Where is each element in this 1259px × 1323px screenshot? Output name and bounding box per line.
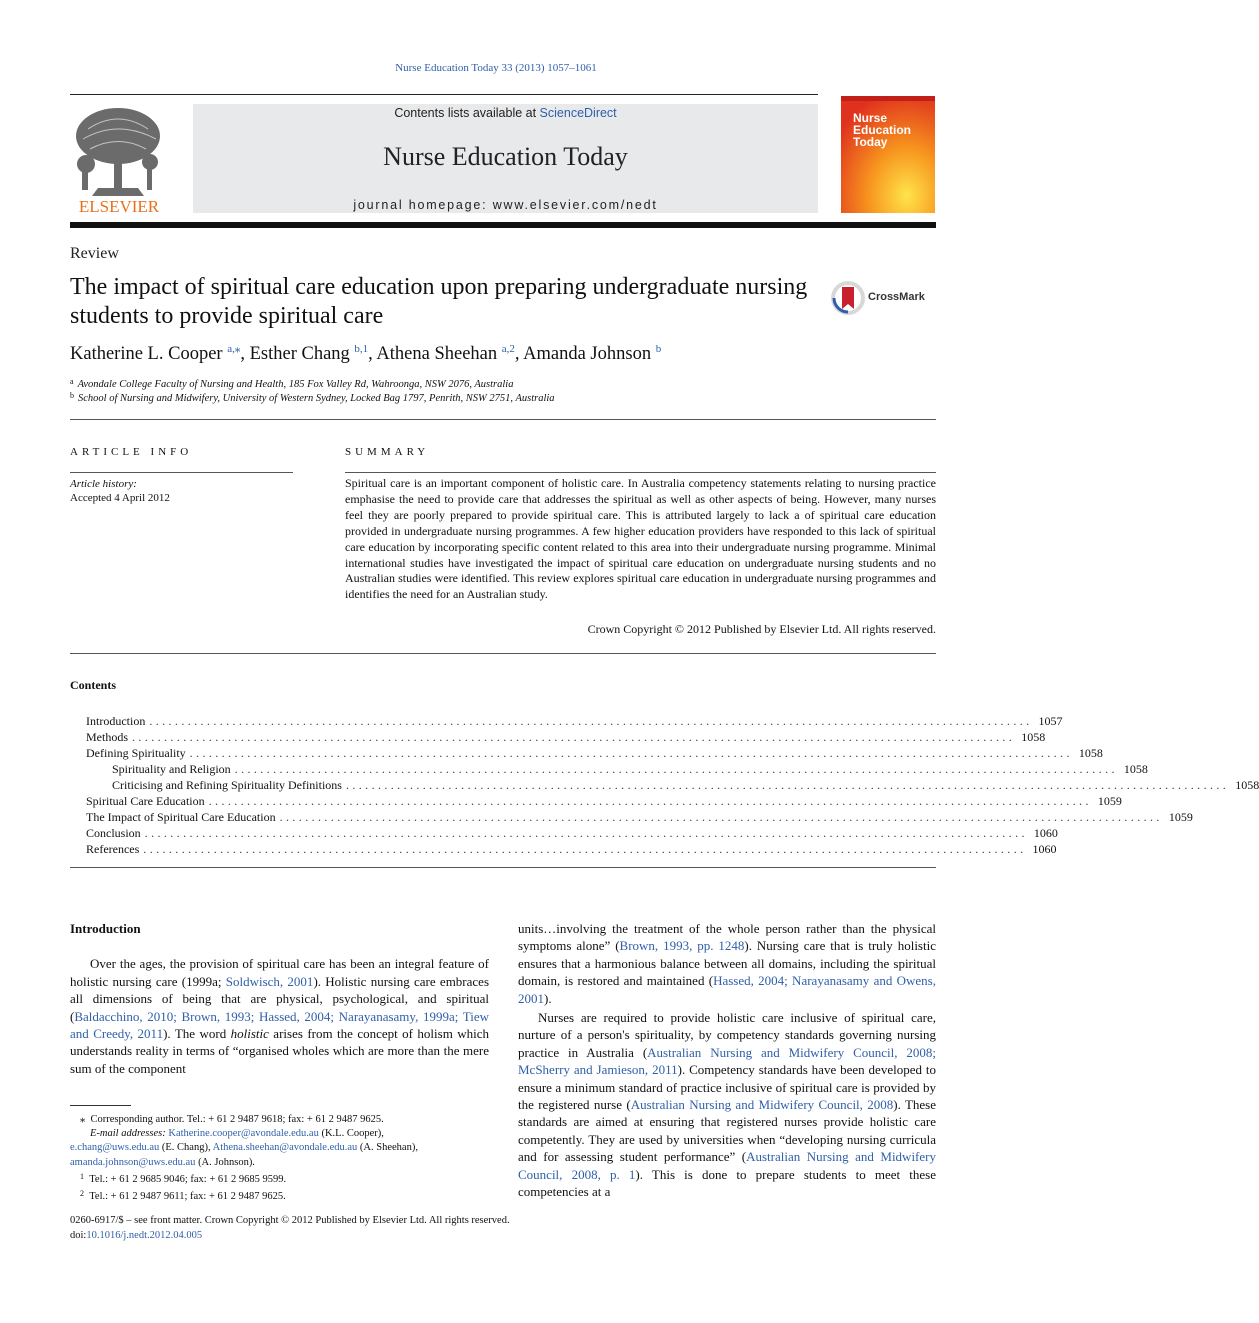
- crossmark-badge[interactable]: [830, 279, 940, 319]
- author-name[interactable]: Katherine L. Cooper: [70, 344, 223, 364]
- toc-page: 1059: [1168, 810, 1193, 824]
- toc-leader: ..........................................................................................................................................: [234, 762, 1118, 776]
- summary-text: Spiritual care is an important component of holistic care. In Australia competency statements relating to nursing practice emphasise the need to provide care that addresses the spiritual as well as other aspects of being. However, many nurses feel they are poorly prepared to provide spiritual care. This is attributed largely to lack a of spiritual care education provided in undergraduate nursing programmes. A few higher education providers have responded to this lack of spiritual care education by incorporating specific content related to this area into their undergraduate nursing programme. Minimal international studies have investigated the impact of spiritual care education on undergraduate nursing students and no Australian studies were identified. This review explores spiritual care education in undergraduate nursing programmes and identifies the need for an Australian study.: [345, 476, 936, 602]
- affiliation-a: [70, 377, 513, 390]
- front-matter-note: [70, 1214, 510, 1243]
- toc-item[interactable]: [86, 761, 1148, 777]
- doi-link[interactable]: 10.1016/j.nedt.2012.04.005: [86, 1229, 203, 1241]
- body-text: arises from the concept of holism which understands reality in terms of “organised wholes which are more than the mere sum of the component: [70, 1026, 489, 1076]
- paragraph: [518, 1009, 936, 1200]
- toc-label[interactable]: The Impact of Spiritual Care Education: [86, 810, 276, 824]
- elsevier-logo: [68, 104, 171, 216]
- summary-heading: SUMMARY: [345, 446, 430, 458]
- table-of-contents: [86, 713, 1259, 857]
- footnote-corresponding: ⁎ Corresponding author. Tel.: + 61 2 9487 9618; fax: + 61 2 9487 9625.: [80, 1114, 384, 1125]
- divider: [70, 419, 936, 420]
- toc-page: 1059: [1097, 794, 1122, 808]
- author[interactable]: [250, 344, 369, 364]
- toc-item[interactable]: [86, 841, 1057, 857]
- email-link[interactable]: amanda.johnson@uws.edu.au: [70, 1156, 196, 1168]
- citation-link[interactable]: Hassed, 2004; Narayanasamy and Owens, 2001: [518, 973, 936, 1006]
- citation-link[interactable]: Baldacchino, 2010; Brown, 1993; Hassed, 2004; Narayanasamy, 1999a; Tiew and Creedy, 2011: [70, 1008, 489, 1042]
- toc-leader: ..........................................................................................................................................: [144, 826, 1028, 840]
- toc-page: 1058: [1078, 746, 1103, 760]
- body-text: Nurses are required to provide holistic care inclusive of spiritual care, nurture of a person's spirituality, by competency standards governing nursing practice in Australia (: [518, 1010, 936, 1060]
- toc-leader: ..........................................................................................................................................: [143, 842, 1027, 856]
- article-title: The impact of spiritual care education upon preparing undergraduate nursing students to provide spiritual care: [70, 274, 808, 329]
- author-affiliation-marker[interactable]: b,1: [354, 343, 369, 355]
- toc-item[interactable]: [86, 745, 1103, 761]
- journal-homepage[interactable]: journal homepage: www.elsevier.com/nedt: [353, 198, 658, 212]
- toc-leader: ..........................................................................................................................................: [279, 810, 1163, 824]
- accepted-date: Accepted 4 April 2012: [70, 492, 170, 504]
- author-separator: ,: [514, 344, 524, 364]
- journal-banner: [193, 104, 818, 213]
- summary-copyright: Crown Copyright © 2012 Published by Elsevier Ltd. All rights reserved.: [587, 622, 936, 636]
- citation-link[interactable]: Australian Nursing and Midwifery Council, 2008; McSherry and Jamieson, 2011: [518, 1044, 936, 1078]
- toc-page: 1057: [1038, 714, 1063, 728]
- citation-link[interactable]: Australian Nursing and Midwifery Council, 2008, p. 1: [518, 1149, 936, 1182]
- body-text: ). Nursing care that is truly holistic ensures that a harmonious balance between all domains, including the spiritual domain, is restored and maintained (: [518, 938, 936, 989]
- paragraph: [518, 920, 936, 1007]
- author-separator: ,: [240, 344, 250, 364]
- introduction-heading: Introduction: [70, 921, 141, 936]
- author-affiliation-marker[interactable]: a,2: [501, 343, 515, 355]
- body-left-column: [70, 920, 489, 1077]
- toc-label[interactable]: References: [86, 842, 140, 856]
- author-list: [70, 342, 661, 365]
- body-text: ). This is done to prepare students to meet these competencies at a: [518, 1166, 936, 1200]
- toc-leader: ..........................................................................................................................................: [345, 778, 1230, 792]
- toc-leader: ..........................................................................................................................................: [208, 794, 1092, 808]
- header-top-rule: [70, 94, 818, 95]
- affiliation-key: a: [70, 377, 74, 386]
- toc-label[interactable]: Spiritual Care Education: [86, 794, 205, 808]
- toc-item[interactable]: [86, 777, 1259, 793]
- author[interactable]: [376, 344, 515, 364]
- email-link[interactable]: e.chang@uws.edu.au: [70, 1142, 160, 1154]
- email-owner: (A. Johnson).: [198, 1156, 255, 1168]
- citation-link[interactable]: Australian Nursing and Midwifery Council, 2008: [630, 1097, 894, 1113]
- body-text: ). Holistic nursing care embraces all dimensions of being that are physical, psychological, and spiritual (: [70, 973, 489, 1024]
- author-name[interactable]: Athena Sheehan: [376, 344, 498, 364]
- body-text: units…involving the treatment of the whole person rather than the physical symptoms alone” (: [518, 921, 936, 954]
- journal-name: Nurse Education Today: [383, 142, 628, 171]
- body-right-column: [518, 920, 936, 1201]
- email-owner: (A. Sheehan),: [359, 1142, 418, 1154]
- affiliation-key: b: [70, 391, 74, 400]
- toc-item[interactable]: [86, 825, 1058, 841]
- article-type: Review: [70, 245, 119, 262]
- affiliation-b: [70, 391, 555, 404]
- email-label: E-mail addresses:: [90, 1128, 166, 1140]
- author-separator: ,: [368, 344, 377, 364]
- footnote-emails: [70, 1127, 490, 1141]
- affiliation-text: Avondale College Faculty of Nursing and Health, 185 Fox Valley Rd, Wahroonga, NSW 2076, Australia: [77, 379, 514, 390]
- toc-item[interactable]: [86, 713, 1063, 729]
- affiliation-text: School of Nursing and Midwifery, University of Western Sydney, Locked Bag 1797, Penrith, NSW 2751, Australia: [78, 393, 555, 404]
- toc-leader: ..........................................................................................................................................: [149, 714, 1033, 728]
- footnote-text: Tel.: + 61 2 9685 9046; fax: + 61 2 9685 9599.: [89, 1173, 287, 1185]
- toc-item[interactable]: [86, 793, 1122, 809]
- crossmark-label: CrossMark: [868, 291, 925, 303]
- footnotes: [70, 1113, 490, 1204]
- toc-label[interactable]: Criticising and Refining Spirituality Definitions: [112, 778, 342, 792]
- body-text: ). The word: [163, 1026, 231, 1042]
- footnote-2: $^2$ Tel.: + 61 2 9487 9611; fax: + 61 2 9487 9625.: [80, 1189, 286, 1203]
- footnote-text: Corresponding author. Tel.: + 61 2 9487 9618; fax: + 61 2 9487 9625.: [90, 1114, 384, 1125]
- article-info-heading: ARTICLE INFO: [70, 446, 193, 458]
- body-text: holistic: [230, 1026, 269, 1042]
- footnote-1: $^1$ Tel.: + 61 2 9685 9046; fax: + 61 2 9685 9599.: [80, 1171, 287, 1185]
- toc-item[interactable]: [86, 809, 1193, 825]
- contents-heading: Contents: [70, 678, 117, 692]
- toc-label[interactable]: Introduction: [86, 714, 146, 728]
- contents-available-text: Contents lists available at: [394, 106, 540, 120]
- toc-label[interactable]: Defining Spirituality: [86, 746, 186, 760]
- elsevier-wordmark: ELSEVIER: [78, 197, 160, 216]
- footnote-rule: [70, 1105, 131, 1106]
- cover-title: Nurse Education Today: [853, 111, 912, 149]
- toc-page: 1060: [1033, 826, 1058, 840]
- author-affiliation-marker[interactable]: a,⁎: [227, 343, 241, 355]
- toc-label[interactable]: Spirituality and Religion: [112, 762, 231, 776]
- toc-page: 1058: [1021, 730, 1046, 744]
- paragraph: [70, 955, 489, 1077]
- citation-link[interactable]: Soldwisch, 2001: [225, 973, 314, 989]
- doi-label: doi:: [70, 1229, 87, 1241]
- email-link[interactable]: Athena.sheehan@avondale.edu.au: [212, 1142, 358, 1154]
- toc-leader: ..........................................................................................................................................: [189, 746, 1073, 760]
- journal-citation[interactable]: Nurse Education Today 33 (2013) 1057–1061: [395, 62, 597, 74]
- body-text: ). These standards are aimed at ensuring that registered nurses provide holistic care competently. They are used by universities when “developing nursing curricula and for assessing student performance” (: [518, 1097, 937, 1165]
- toc-leader: ..........................................................................................................................................: [132, 730, 1016, 744]
- author[interactable]: [523, 344, 661, 364]
- author[interactable]: [70, 344, 240, 364]
- body-text: ).: [544, 990, 552, 1006]
- header-thick-rule: [70, 222, 936, 228]
- divider: [70, 472, 293, 473]
- article-history-label: Article history:: [70, 478, 137, 490]
- email-owner: (E. Chang),: [161, 1142, 211, 1154]
- toc-page: 1058: [1123, 762, 1148, 776]
- email-owner: (K.L. Cooper),: [321, 1128, 384, 1140]
- journal-cover[interactable]: [841, 96, 935, 213]
- citation-link[interactable]: Brown, 1993, pp. 1248: [619, 938, 745, 954]
- footnote-text: Tel.: + 61 2 9487 9611; fax: + 61 2 9487 9625.: [89, 1191, 286, 1203]
- body-text: ). Competency standards have been developed to ensure a minimum standard of practice inclusive of spiritual care is provided by the registered nurse (: [518, 1062, 936, 1113]
- author-name[interactable]: Esther Chang: [249, 344, 350, 364]
- footnote-emails-cont: [70, 1141, 490, 1155]
- email-link[interactable]: Katherine.cooper@avondale.edu.au: [168, 1128, 319, 1140]
- body-text: Over the ages, the provision of spiritual care has been an integral feature of holistic nursing care (1999a;: [70, 956, 489, 989]
- sciencedirect-link[interactable]: ScienceDirect: [539, 106, 617, 120]
- contents-available: [193, 106, 818, 120]
- toc-page: 1060: [1032, 842, 1057, 856]
- crossmark-icon: [830, 279, 870, 319]
- divider: [345, 472, 936, 473]
- doi-line: [70, 1229, 510, 1244]
- toc-label[interactable]: Conclusion: [86, 826, 141, 840]
- toc-item[interactable]: [86, 729, 1046, 745]
- issn-line: 0260-6917/$ – see front matter. Crown Copyright © 2012 Published by Elsevier Ltd. All rights reserved.: [70, 1215, 510, 1226]
- author-affiliation-marker[interactable]: b: [655, 343, 662, 355]
- author-name[interactable]: Amanda Johnson: [523, 344, 652, 364]
- divider: [70, 653, 936, 654]
- toc-label[interactable]: Methods: [86, 730, 128, 744]
- divider: [70, 867, 936, 868]
- toc-page: 1058: [1235, 778, 1259, 792]
- footnote-emails-cont: [70, 1156, 490, 1170]
